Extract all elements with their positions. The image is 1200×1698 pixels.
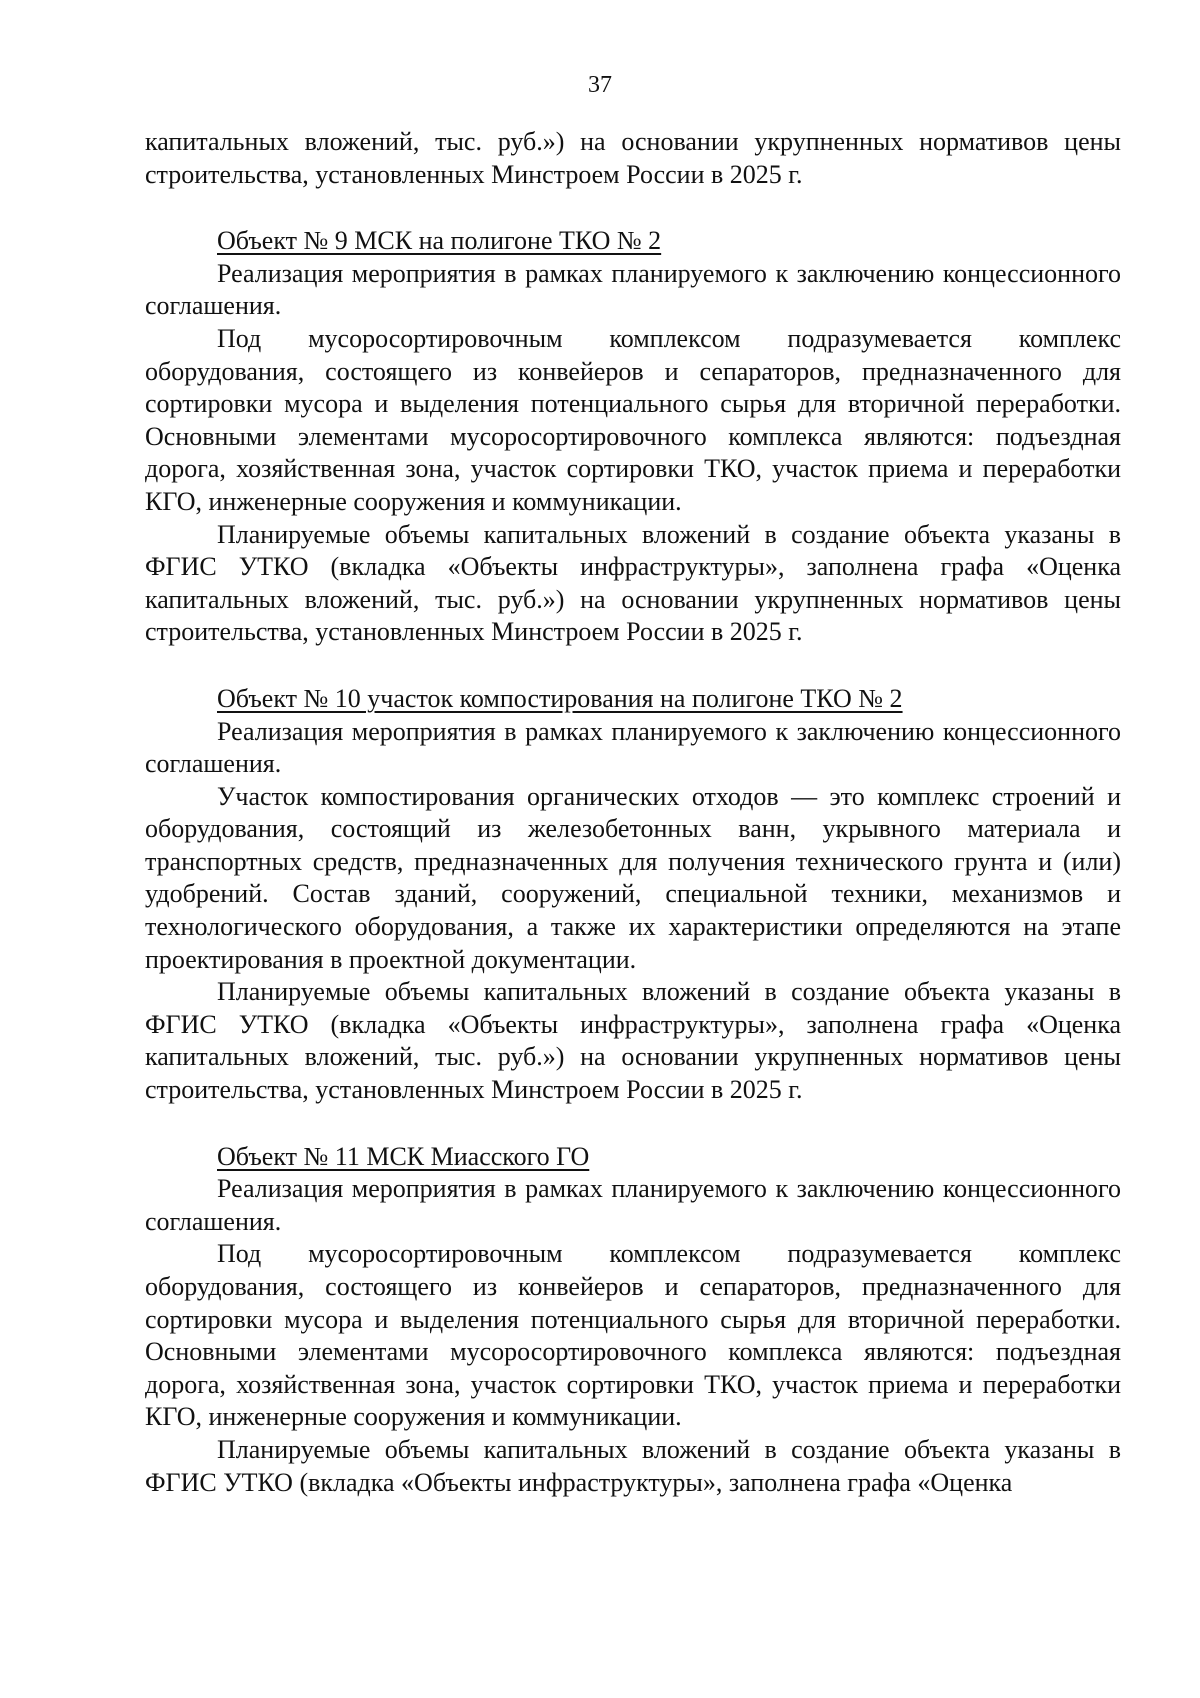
paragraph: Планируемые объемы капитальных вложений в создание объекта указаны в ФГИС УТКО (вкладка «Объекты инфраструктуры», заполнена графа «Оценка bbox=[145, 1434, 1121, 1497]
section-heading: Объект № 9 МСК на полигоне ТКО № 2 bbox=[217, 226, 662, 256]
section-spacer bbox=[145, 191, 1121, 225]
paragraph: Под мусоросортировочным комплексом подразумевается комплекс оборудования, состоящего из конвейеров и сепараторов, предназначенного для сортировки мусора и выделения потенциального сырья для вторичной переработки. Основными элементами мусоросортировочного комплекса являются: подъездная дорога, хозяйственная зона, участок сортировки ТКО, участок приема и переработки КГО, инженерные сооружения и коммуникации. bbox=[145, 323, 1121, 516]
paragraph: Под мусоросортировочным комплексом подразумевается комплекс оборудования, состоящего из конвейеров и сепараторов, предназначенного для сортировки мусора и выделения потенциального сырья для вторичной переработки. Основными элементами мусоросортировочного комплекса являются: подъездная дорога, хозяйственная зона, участок сортировки ТКО, участок приема и переработки КГО, инженерные сооружения и коммуникации. bbox=[145, 1239, 1121, 1432]
paragraph: Реализация мероприятия в рамках планируемого к заключению концессионного соглашения. bbox=[145, 258, 1121, 321]
paragraph: Реализация мероприятия в рамках планируемого к заключению концессионного соглашения. bbox=[145, 716, 1121, 779]
section-heading: Объект № 11 МСК Миасского ГО bbox=[217, 1141, 590, 1171]
document-body bbox=[145, 126, 1121, 1499]
paragraph: Реализация мероприятия в рамках планируемого к заключению концессионного соглашения. bbox=[145, 1174, 1121, 1236]
paragraph: Планируемые объемы капитальных вложений в создание объекта указаны в ФГИС УТКО (вкладка «Объекты инфраструктуры», заполнена графа «Оценка капитальных вложений, тыс. руб.») на основании укрупненных нормативов цены строительства, установленных Минстроем России в 2025 г. bbox=[145, 977, 1121, 1105]
paragraph: Планируемые объемы капитальных вложений в создание объекта указаны в ФГИС УТКО (вкладка «Объекты инфраструктуры», заполнена графа «Оценка капитальных вложений, тыс. руб.») на основании укрупненных нормативов цены строительства, установленных Минстроем России в 2025 г. bbox=[145, 519, 1121, 647]
section-heading: Объект № 10 участок компостирования на полигоне ТКО № 2 bbox=[217, 683, 903, 713]
paragraph: капитальных вложений, тыс. руб.») на основании укрупненных нормативов цены строительства, установленных Минстроем России в 2025 г. bbox=[145, 127, 1121, 189]
section-spacer bbox=[145, 1107, 1121, 1141]
paragraph: Участок компостирования органических отходов — это комплекс строений и оборудования, состоящий из железобетонных ванн, укрывного материала и транспортных средств, предназначенных для получения технического грунта и (или) удобрений. Состав зданий, сооружений, специальной техники, механизмов и технологического оборудования, а также их характеристики определяются на этапе проектирования в проектной документации. bbox=[145, 781, 1121, 974]
section-spacer bbox=[145, 649, 1121, 683]
page-number: 37 bbox=[588, 72, 612, 98]
